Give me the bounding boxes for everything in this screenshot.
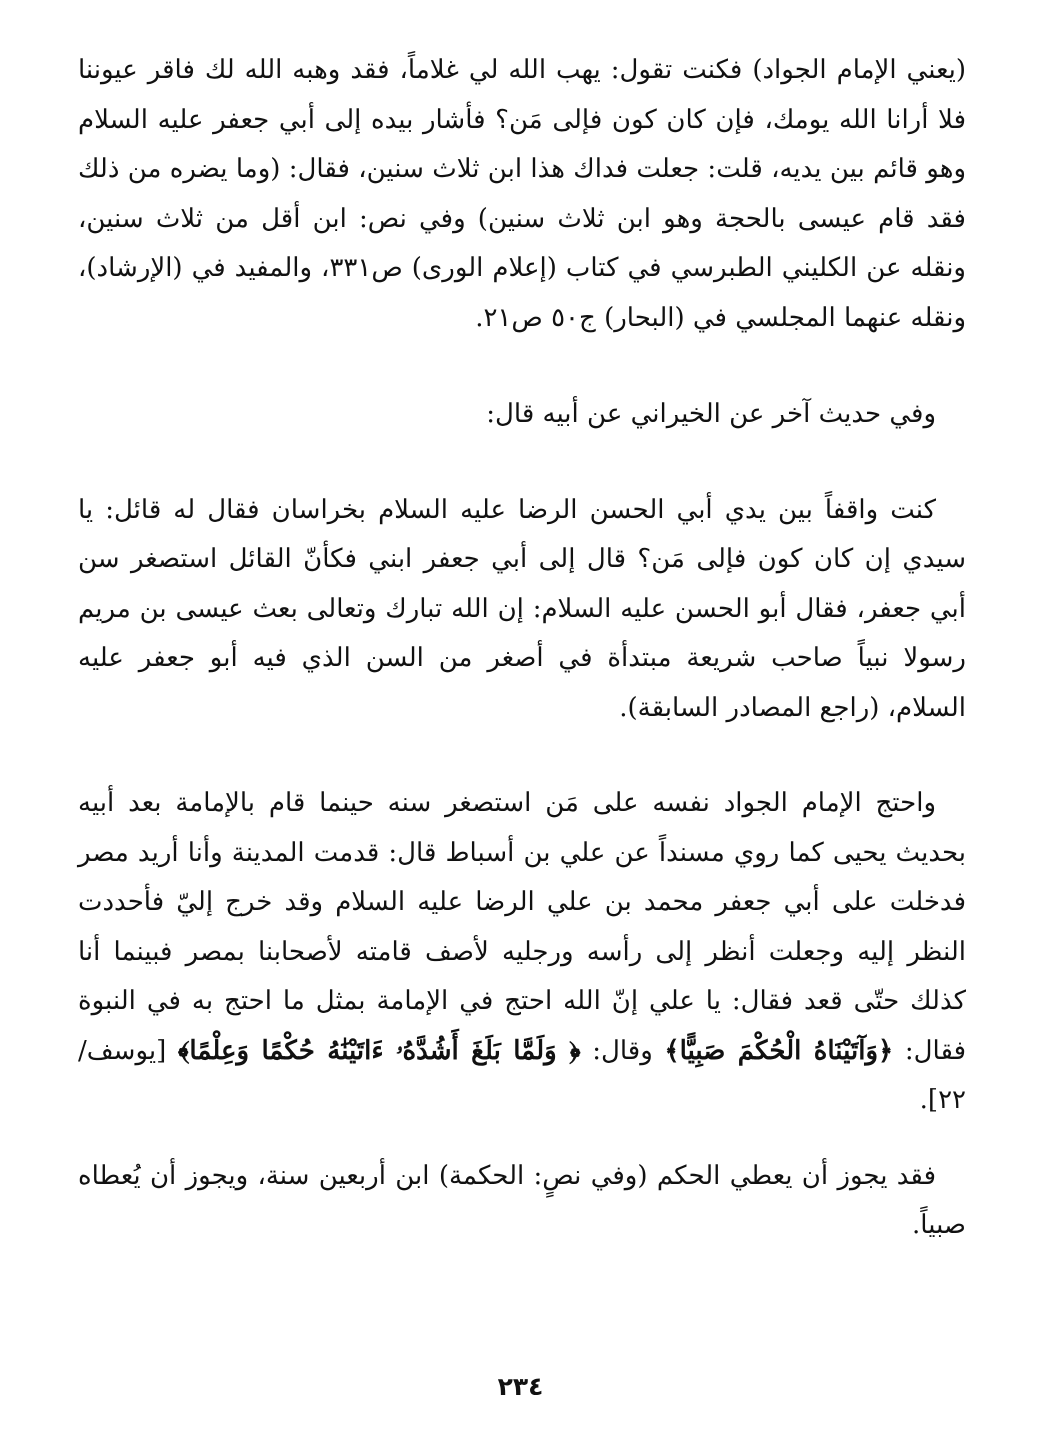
paragraph-1: (يعني الإمام الجواد) فكنت تقول: يهب الله لي غلاماً، فقد وهبه الله لك فاقر عيوننا فلا أرانا الله يومك، فإن كان كون فإلى مَن؟ فأشار بيده إلى أبي جعفر عليه السلام وهو قائم بين يديه، قلت: جعلت فداك هذا ابن ثلاث سنين، فقال: (وما يضره من ذلك فقد قام عيسى بالحجة وهو ابن ثلاث سنين) وفي نص: ابن أقل من ثلاث سنين، ونقله عن الكليني الطبرسي في كتاب (إعلام الورى) ص٣٣١، والمفيد في (الإرشاد)، ونقله عنهما المجلسي في (البحار) ج٥٠ ص٢١. bbox=[78, 55, 966, 333]
paragraph-2: وفي حديث آخر عن الخيراني عن أبيه قال: bbox=[486, 399, 936, 429]
paragraph-3: كنت واقفاً بين يدي أبي الحسن الرضا عليه السلام بخراسان فقال له قائل: يا سيدي إن كان كون فإلى مَن؟ قال إلى أبي جعفر ابني فكأنّ القائل استصغر سن أبي جعفر، فقال أبو الحسن عليه السلام: إن الله تبارك وتعالى بعث عيسى بن مريم رسولا نبياً صاحب شريعة مبتدأة في أصغر من السن الذي فيه أبو جعفر عليه السلام، (راجع المصادر السابقة). bbox=[78, 494, 966, 723]
quran-verse-2: ﴿ وَلَمَّا بَلَغَ أَشُدَّهُۥ ءَاتَيْنَٰهُ حُكْمًا وَعِلْمًا﴾ bbox=[177, 1035, 581, 1066]
verse-reference: [يوسف/ ٢٢]. bbox=[78, 1035, 966, 1115]
paragraph-4-text: واحتج الإمام الجواد نفسه على مَن استصغر سنه حينما قام بالإمامة بعد أبيه بحديث يحيى كما روي مسنداً عن علي بن أسباط قال: قدمت المدينة وأنا أريد مصر فدخلت على أبي جعفر محمد بن علي الرضا عليه السلام وقد خرج إليّ فأحددت النظر إليه وجعلت أنظر إلى رأسه ورجليه لأصف قامته لأصحابنا بمصر فبينما أنا كذلك حتّى قعد فقال: يا علي إنّ الله احتج في الإمامة بمثل ما احتج به في النبوة فقال: bbox=[78, 788, 967, 1066]
page-number: ٢٣٤ bbox=[497, 1372, 544, 1401]
paragraph-5: فقد يجوز أن يعطي الحكم (وفي نصٍ: الحكمة) ابن أربعين سنة، ويجوز أن يُعطاه صبياً. bbox=[78, 1160, 966, 1240]
page-body bbox=[78, 46, 966, 1406]
quran-verse-1: ﴿وَآتَيْنَاهُ الْحُكْمَ صَبِيًّا﴾ bbox=[664, 1035, 894, 1066]
paragraph-4-mid: وقال: bbox=[592, 1035, 653, 1066]
paragraph-4 bbox=[78, 779, 966, 1126]
